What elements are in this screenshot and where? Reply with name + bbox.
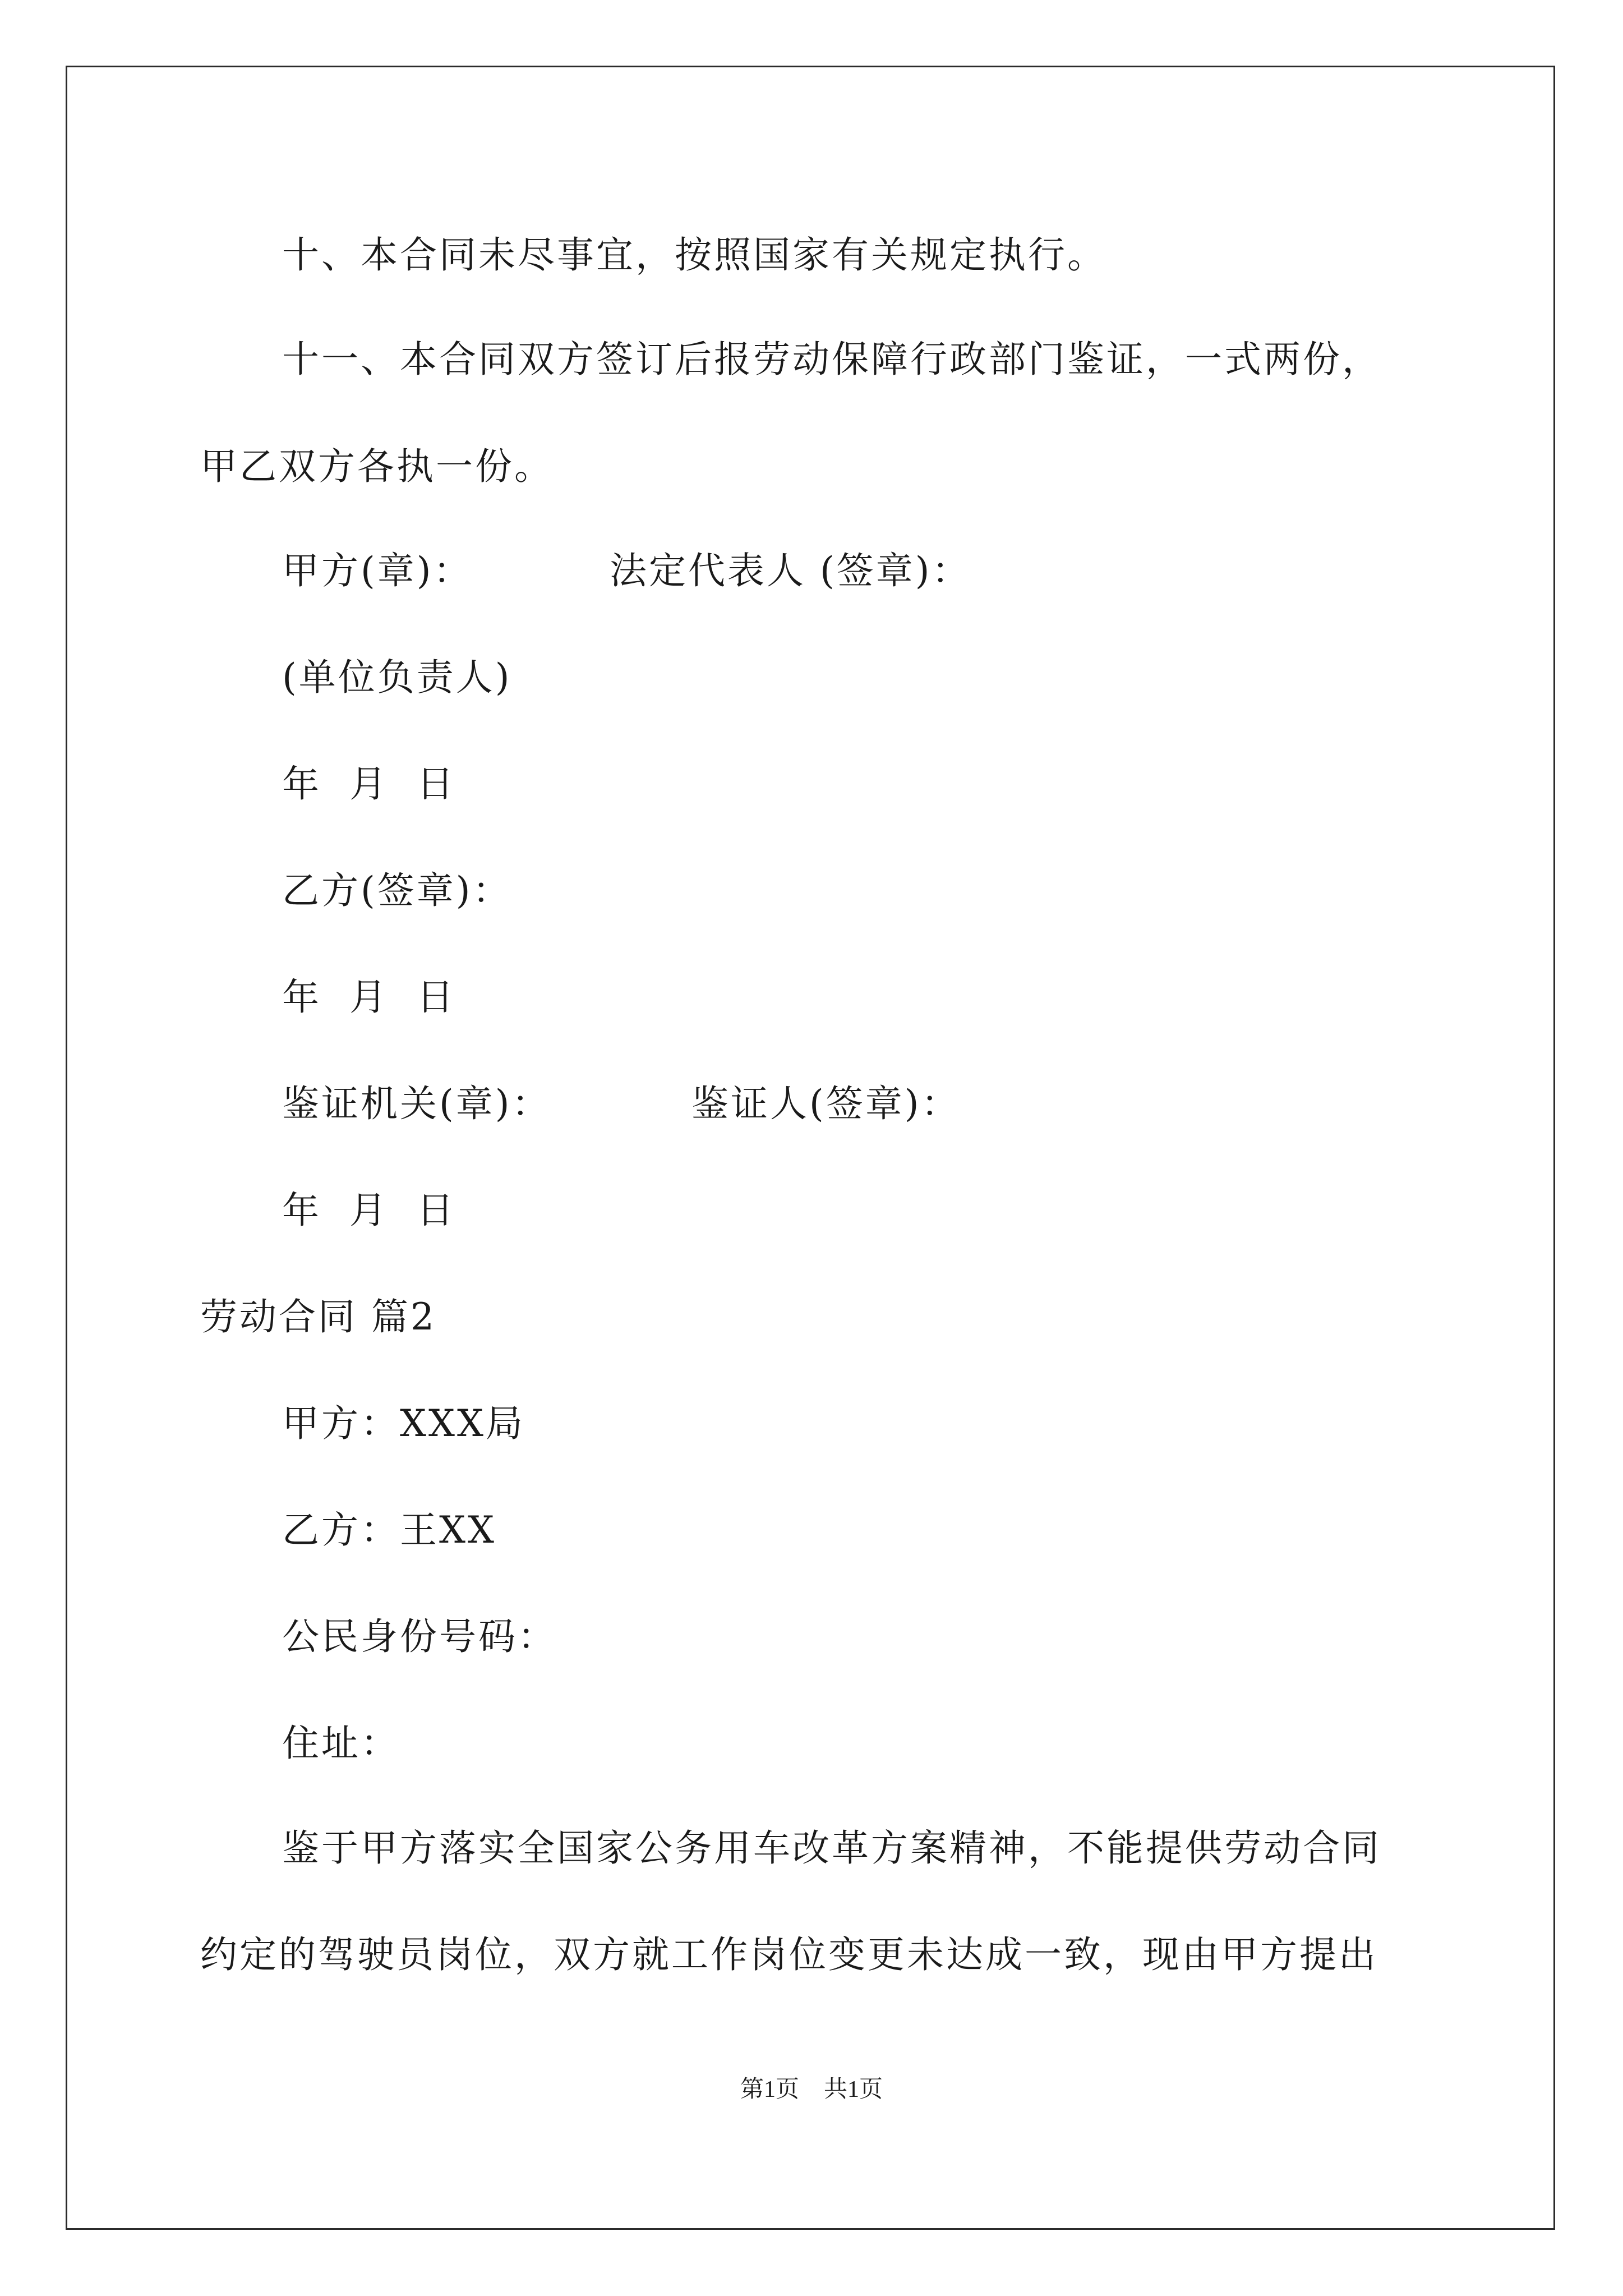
contract-2-party-a: 甲方：XXX局 xyxy=(282,1402,525,1445)
party-a-seal-label: 甲方(章)： xyxy=(282,549,473,592)
contract-2-party-b: 乙方：王XX xyxy=(282,1508,496,1552)
date-line-1: 年 月 日 xyxy=(282,762,456,806)
verifier-label: 鉴证人(签章)： xyxy=(691,1082,961,1125)
party-b-seal-label: 乙方(签章)： xyxy=(282,869,512,912)
page-current: 第1页 xyxy=(740,2077,799,2102)
contract-2-body-line-2: 约定的驾驶员岗位，双方就工作岗位变更未达成一致，现由甲方提出 xyxy=(200,1933,1378,1976)
legal-rep-label: 法定代表人 (签章)： xyxy=(610,549,971,592)
page-total: 共1页 xyxy=(824,2077,883,2102)
page-footer xyxy=(0,2076,1623,2104)
page-border xyxy=(66,66,1555,2230)
contract-2-body-line-1: 鉴于甲方落实全国家公务用车改革方案精神，不能提供劳动合同 xyxy=(282,1826,1381,1870)
authority-seal-label: 鉴证机关(章)： xyxy=(282,1082,551,1125)
clause-11-line-1: 十一、本合同双方签订后报劳动保障行政部门鉴证，一式两份， xyxy=(282,338,1381,381)
date-line-2: 年 月 日 xyxy=(282,976,456,1019)
clause-11-line-2: 甲乙双方各执一份。 xyxy=(200,445,554,488)
contract-2-heading: 劳动合同 篇2 xyxy=(200,1295,436,1338)
unit-head-label: (单位负责人) xyxy=(282,656,512,699)
date-line-3: 年 月 日 xyxy=(282,1189,456,1232)
clause-10: 十、本合同未尽事宜，按照国家有关规定执行。 xyxy=(282,233,1106,277)
address-label: 住址： xyxy=(282,1722,400,1765)
id-number-label: 公民身份号码： xyxy=(282,1615,557,1658)
